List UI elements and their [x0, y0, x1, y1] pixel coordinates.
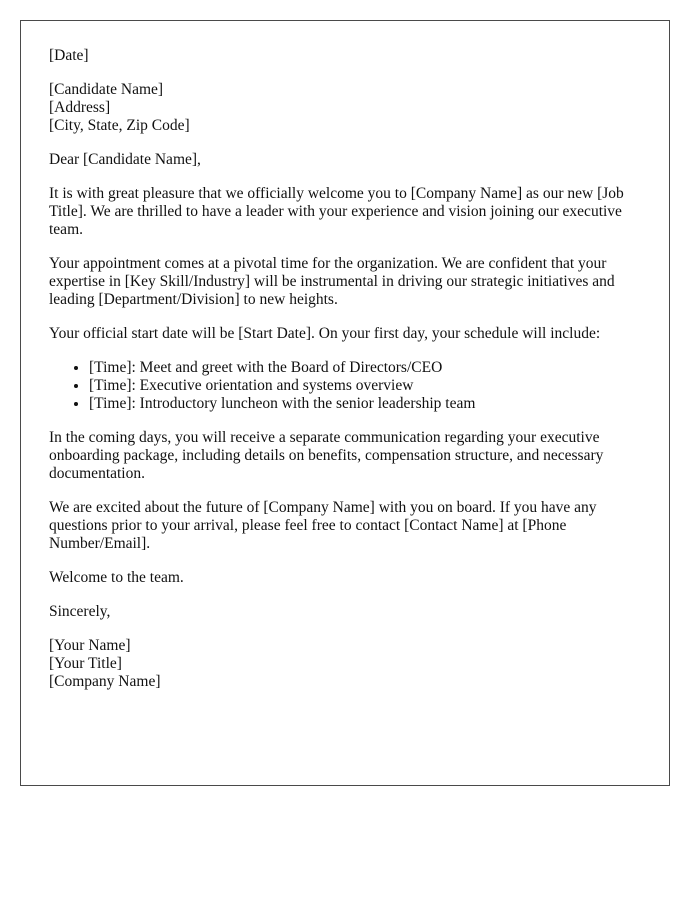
signoff: Sincerely, — [49, 603, 111, 620]
welcome-team-line: Welcome to the team. — [49, 569, 184, 586]
letter-page — [20, 20, 670, 786]
recipient-city-state-zip: [City, State, Zip Code] — [49, 117, 190, 134]
recipient-address-block — [49, 81, 651, 135]
contact-paragraph: We are excited about the future of [Company Name] with you on board. If you have any questions prior to your arrival, please feel free to contact [Contact Name] at [Phone Number/Email]. — [49, 499, 597, 552]
recipient-name: [Candidate Name] — [49, 81, 164, 98]
welcome-paragraph: It is with great pleasure that we officially welcome you to [Company Name] as our new [Job Title]. We are thrilled to have a leader with your experience and vision joining our executive team. — [49, 185, 624, 238]
recipient-address: [Address] — [49, 99, 111, 116]
signature-block — [49, 637, 651, 691]
onboarding-paragraph: In the coming days, you will receive a separate communication regarding your executive onboarding package, including details on benefits, compensation structure, and necessary documentation. — [49, 429, 604, 482]
salutation: Dear [Candidate Name], — [49, 151, 201, 168]
signature-company: [Company Name] — [49, 673, 161, 690]
signature-title: [Your Title] — [49, 655, 122, 672]
letter-date: [Date] — [49, 47, 89, 64]
schedule-item: • [Time]: Introductory luncheon with the senior leadership team — [89, 395, 651, 413]
schedule-item: • [Time]: Executive orientation and systems overview — [89, 377, 651, 395]
start-date-paragraph: Your official start date will be [Start Date]. On your first day, your schedule will include: — [49, 325, 601, 342]
appointment-paragraph: Your appointment comes at a pivotal time for the organization. We are confident that your expertise in [Key Skill/Industry] will be instrumental in driving our strategic initiatives and leading [Department/Division] to new heights. — [49, 255, 615, 308]
signature-name: [Your Name] — [49, 637, 131, 654]
schedule-item: • [Time]: Meet and greet with the Board of Directors/CEO — [89, 359, 651, 377]
schedule-list — [49, 359, 651, 413]
